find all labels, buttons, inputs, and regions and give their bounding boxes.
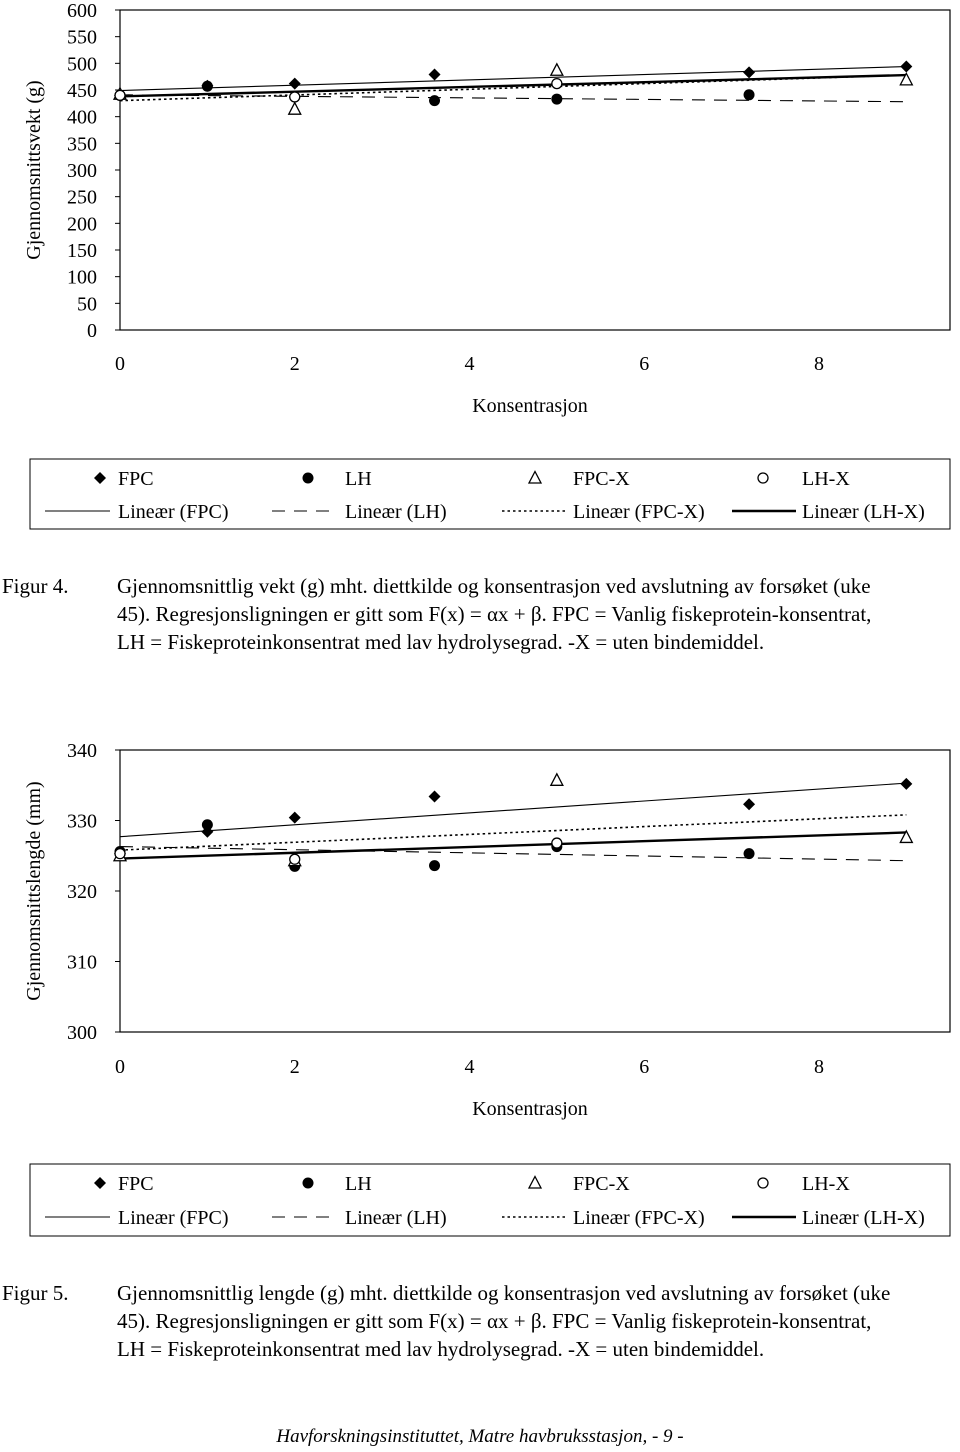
x-tick-label: 0 — [115, 353, 125, 375]
y-tick-label: 350 — [67, 133, 97, 156]
y-tick-label: 150 — [67, 240, 97, 262]
point-lh-x — [552, 838, 562, 848]
x-tick-label: 8 — [813, 1056, 824, 1078]
point-lh — [202, 819, 213, 830]
trendline-line-r-lh — [120, 95, 906, 102]
legend-marker-lh — [303, 473, 314, 484]
y-axis-label: Gjennomsnittsvekt (g) — [23, 80, 45, 260]
page-footer: Havforskningsinstituttet, Matre havbruksstasjon, - 9 - — [276, 1426, 684, 1447]
figure-4-text — [117, 572, 932, 656]
x-axis-label: Konsentrasjon — [472, 395, 588, 417]
point-lh — [744, 89, 755, 100]
x-tick-label: 6 — [639, 1056, 650, 1078]
legend-label: LH — [345, 1173, 372, 1195]
point-fpc — [429, 791, 441, 803]
trendline-line-r-lh-x — [120, 832, 906, 858]
legend-label: FPC-X — [573, 1173, 630, 1195]
point-lh — [202, 81, 213, 92]
legend-label: LH-X — [802, 468, 850, 490]
figure-5-line-2: 45). Regresjonsligningen er gitt som F(x) = αx + β. FPC = Vanlig fiskeprotein-konsentrat, — [117, 1309, 872, 1333]
point-fpc-x — [551, 64, 563, 76]
legend-label: Lineær (LH-X) — [802, 1207, 925, 1229]
legend-2 — [30, 1164, 950, 1236]
y-tick-label: 310 — [67, 951, 97, 974]
legend-label: Lineær (FPC-X) — [573, 501, 705, 523]
legend-label: Lineær (FPC-X) — [573, 1207, 705, 1229]
figure-5-line-3: LH = Fiskeproteinkonsentrat med lav hydrolysegrad. -X = uten bindemiddel. — [117, 1337, 765, 1361]
x-axis-label: Konsentrasjon — [472, 1098, 588, 1120]
legend-label: LH-X — [802, 1173, 850, 1195]
legend-marker-fpc — [94, 472, 106, 484]
point-lh-x — [115, 849, 125, 859]
legend-label: Lineær (LH) — [345, 1207, 447, 1229]
y-tick-label: 340 — [67, 740, 97, 762]
point-fpc — [900, 61, 912, 73]
y-tick-label: 300 — [67, 1022, 97, 1044]
plot-area-frame — [120, 10, 950, 330]
legend-label: Lineær (FPC) — [118, 501, 229, 523]
y-tick-label: 550 — [67, 26, 97, 49]
figure-5-line-1: Gjennomsnittlig lengde (g) mht. diettkilde og konsentrasjon ved avslutning av forsøket (uke — [117, 1281, 891, 1305]
chart-1 — [23, 0, 950, 529]
x-tick-label: 8 — [813, 353, 824, 375]
figure-4-line-1: Gjennomsnittlig vekt (g) mht. diettkilde og konsentrasjon ved avslutning av forsøket (uke — [117, 574, 871, 598]
y-tick-label: 100 — [67, 266, 97, 289]
legend-label: LH — [345, 468, 372, 490]
x-tick-label: 0 — [115, 1056, 125, 1078]
point-fpc — [900, 778, 912, 790]
chart-2 — [23, 740, 950, 1236]
figure-5-text — [117, 1279, 932, 1363]
x-tick-label: 6 — [639, 353, 650, 375]
plot-area-frame — [120, 750, 950, 1032]
figure-4-label: Figur 4. — [2, 574, 69, 598]
point-fpc — [289, 812, 301, 824]
legend-marker-fpc — [94, 1177, 106, 1189]
legend-label: Lineær (LH) — [345, 501, 447, 523]
legend-marker-lh — [303, 1178, 314, 1189]
y-axis-label: Gjennomsnittslengde (mm) — [23, 781, 45, 1001]
point-lh-x — [290, 92, 300, 102]
x-tick-label: 2 — [289, 1056, 300, 1078]
point-fpc — [429, 69, 441, 81]
figure-4-line-3: LH = Fiskeproteinkonsentrat med lav hydrolysegrad. -X = uten bindemiddel. — [117, 630, 765, 654]
legend-marker-lh-x — [758, 473, 768, 483]
figure-4-line-2: 45). Regresjonsligningen er gitt som F(x) = αx + β. FPC = Vanlig fiskeprotein-konsentrat, — [117, 602, 872, 626]
legend-1 — [30, 459, 950, 529]
point-fpc — [743, 798, 755, 810]
y-tick-label: 320 — [67, 881, 97, 903]
y-tick-label: 200 — [67, 213, 97, 236]
y-tick-label: 250 — [67, 186, 97, 209]
legend-marker-fpc-x — [529, 1177, 541, 1189]
point-fpc — [289, 78, 301, 90]
legend-label: FPC — [118, 468, 154, 490]
y-tick-label: 500 — [67, 53, 97, 76]
y-tick-label: 300 — [67, 160, 97, 182]
point-fpc-x — [551, 774, 563, 786]
point-lh-x — [552, 79, 562, 89]
x-tick-label: 4 — [464, 1056, 475, 1078]
y-tick-label: 600 — [67, 0, 97, 22]
legend-label: FPC — [118, 1173, 154, 1195]
point-lh — [429, 95, 440, 106]
point-lh-x — [115, 90, 125, 100]
y-tick-label: 50 — [77, 293, 97, 316]
point-lh-x — [290, 854, 300, 864]
x-tick-label: 2 — [289, 353, 300, 375]
legend-marker-fpc-x — [529, 472, 541, 484]
y-tick-label: 450 — [67, 80, 97, 102]
figure-5-label: Figur 5. — [2, 1281, 69, 1305]
legend-marker-lh-x — [758, 1178, 768, 1188]
legend-label: Lineær (LH-X) — [802, 501, 925, 523]
point-lh — [551, 94, 562, 105]
trendline-line-r-fpc — [120, 783, 906, 837]
legend-label: Lineær (FPC) — [118, 1207, 229, 1229]
y-tick-label: 400 — [67, 106, 97, 129]
point-lh — [429, 860, 440, 871]
point-fpc-x — [289, 103, 301, 115]
point-fpc — [743, 66, 755, 78]
point-lh — [744, 848, 755, 859]
y-tick-label: 0 — [87, 320, 97, 342]
y-tick-label: 330 — [67, 810, 97, 833]
legend-label: FPC-X — [573, 468, 630, 490]
x-tick-label: 4 — [464, 353, 475, 375]
